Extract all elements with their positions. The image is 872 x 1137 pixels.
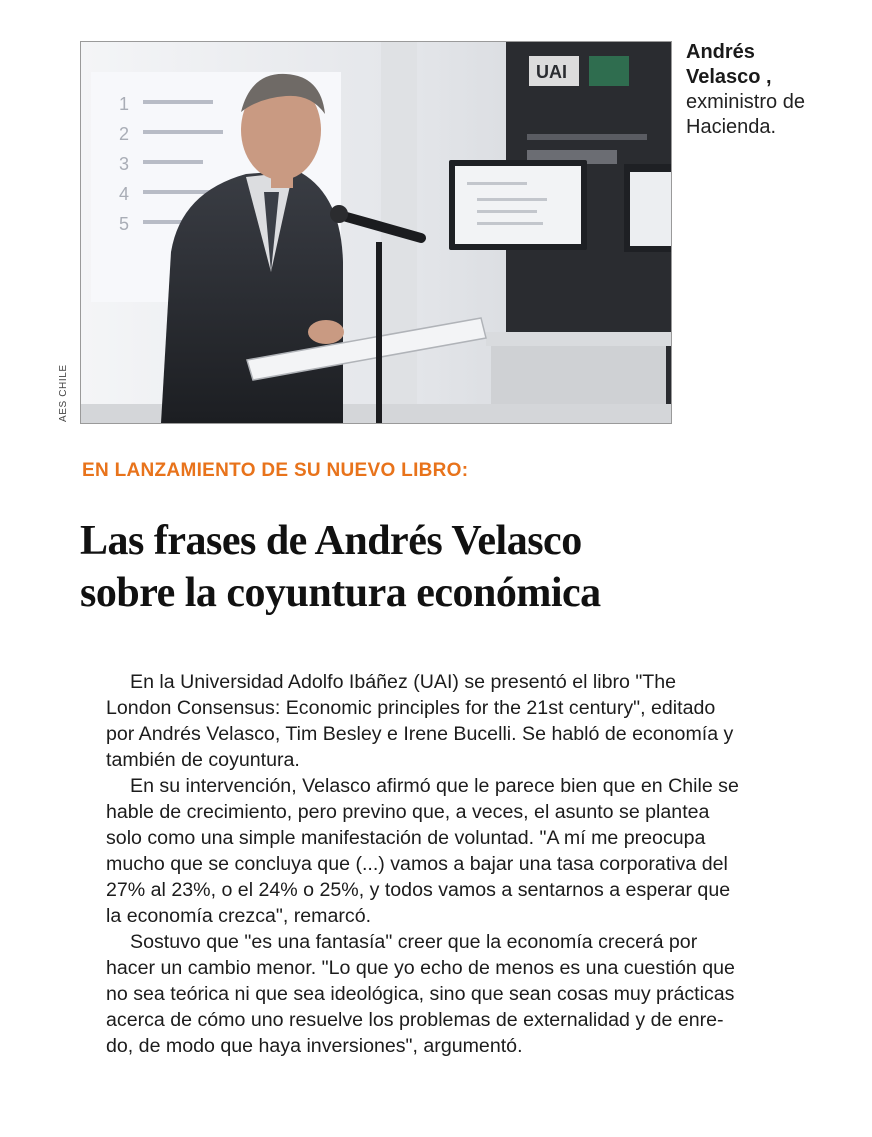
photo-credit: AES CHILE (58, 364, 69, 422)
caption-role: Hacienda. (686, 116, 777, 138)
body-line: no sea teórica ni que sea ideológica, sino que sean cosas muy prácticas (106, 983, 735, 1005)
article-headline (80, 515, 780, 619)
photo-illustration (81, 42, 671, 423)
body-line: London Consensus: Economic principles for the 21st century", editado (106, 697, 716, 719)
body-line: también de coyuntura. (106, 749, 300, 771)
screen-number: 5 (119, 214, 130, 234)
banner-logo: UAI (536, 62, 567, 82)
screen-number: 4 (119, 184, 130, 204)
body-line: Sostuvo que "es una fantasía" creer que la economía crecerá por (130, 931, 698, 953)
body-paragraph (82, 929, 842, 1059)
body-line: hable de crecimiento, pero previno que, a veces, el asunto se plantea (106, 801, 710, 823)
article-body (82, 669, 842, 1059)
body-line: acerca de cómo uno resuelve los problemas de externalidad y de enre- (106, 1009, 724, 1031)
caption-name: Andrés (686, 41, 755, 63)
body-line: solo como una simple manifestación de voluntad. "A mí me preocupa (106, 827, 706, 849)
body-line: do, de modo que haya inversiones", argumentó. (106, 1035, 523, 1057)
body-line: por Andrés Velasco, Tim Besley e Irene Bucelli. Se habló de economía y (106, 723, 734, 745)
article-kicker: EN LANZAMIENTO DE SU NUEVO LIBRO: (82, 460, 469, 481)
body-paragraph (82, 773, 842, 929)
screen-number: 1 (119, 94, 130, 114)
caption-role: exministro de (686, 91, 805, 113)
article-photo (80, 41, 672, 424)
body-line: hacer un cambio menor. "Lo que yo echo de menos es una cuestión que (106, 957, 735, 979)
body-line: la economía crezca", remarcó. (106, 905, 372, 927)
caption-name: Velasco , (686, 66, 772, 88)
body-line: 27% al 23%, o el 24% o 25%, y todos vamos a sentarnos a esperar que (106, 879, 731, 901)
body-line: En la Universidad Adolfo Ibáñez (UAI) se presentó el libro "The (130, 671, 677, 693)
screen-number: 2 (119, 124, 130, 144)
body-line: mucho que se concluya que (...) vamos a bajar una tasa corporativa del (106, 853, 728, 875)
headline-line: sobre la coyuntura económica (80, 570, 601, 616)
screen-number: 3 (119, 154, 130, 174)
photo-caption (686, 40, 856, 140)
headline-line: Las frases de Andrés Velasco (80, 518, 582, 564)
body-paragraph (82, 669, 842, 773)
body-line: En su intervención, Velasco afirmó que le parece bien que en Chile se (130, 775, 739, 797)
